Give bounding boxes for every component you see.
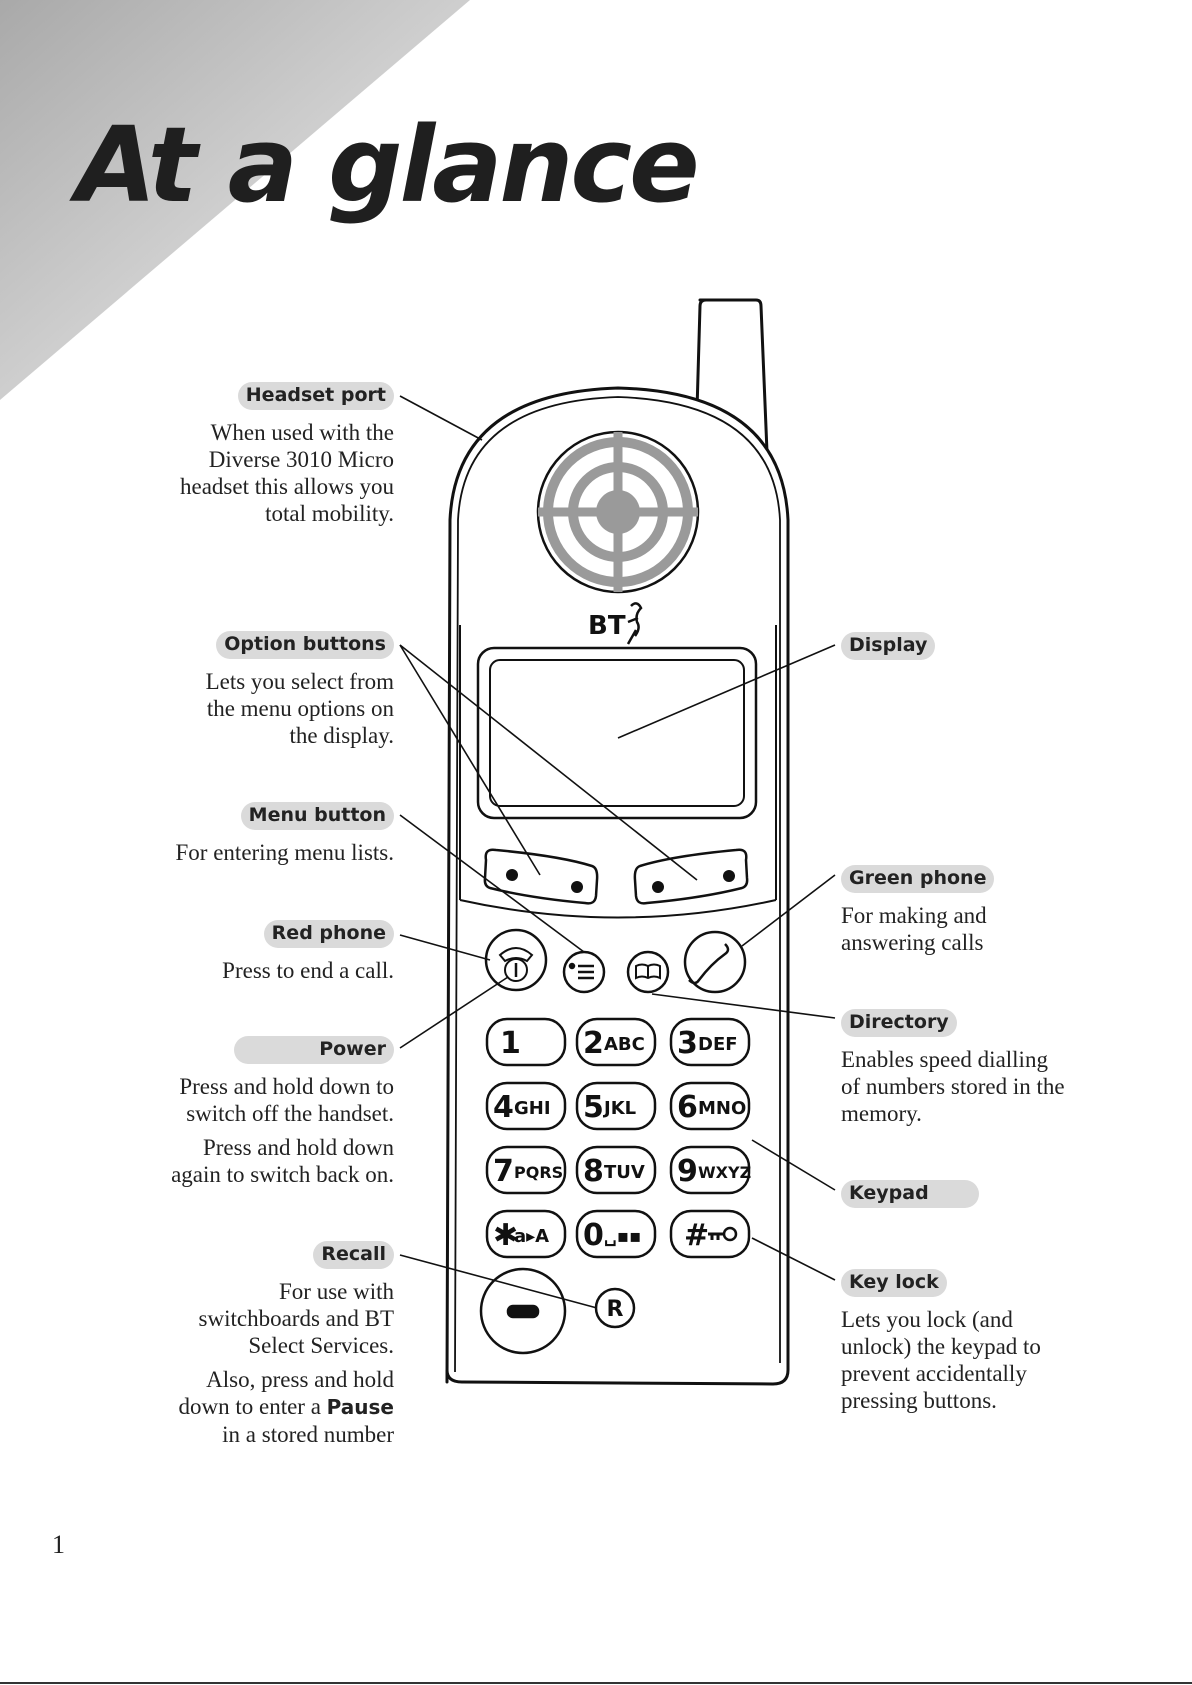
desc-green-phone: For making and answering calls	[841, 903, 987, 955]
keypad-key-2[interactable]	[577, 1019, 655, 1065]
desc-headset-port: When used with the Diverse 3010 Micro headset this allows you total mobility.	[180, 420, 394, 526]
keypad-key-7[interactable]	[487, 1147, 565, 1193]
key-letters: JKL	[604, 1098, 637, 1119]
callout-directory	[841, 1009, 1065, 1127]
pause-term: Pause	[326, 1395, 394, 1419]
red-phone-button	[486, 930, 546, 990]
key-letters: MNO	[698, 1098, 747, 1119]
desc-red-phone: Press to end a call.	[222, 958, 394, 983]
recall-key-label: R	[606, 1297, 624, 1322]
keypad-key-9[interactable]	[671, 1147, 751, 1193]
label-menu-button: Menu button	[241, 802, 394, 830]
hook-button	[481, 1269, 565, 1353]
keypad-key-1[interactable]	[487, 1019, 565, 1065]
directory-button	[628, 952, 668, 992]
keypad-key-10[interactable]	[487, 1211, 565, 1257]
menu-button	[564, 952, 604, 992]
label-green-phone: Green phone	[841, 865, 994, 893]
keypad-key-8[interactable]	[577, 1147, 655, 1193]
key-letters: ␣▪▪	[604, 1226, 642, 1247]
key-letters: GHI	[514, 1098, 551, 1119]
page-bottom-rule	[0, 1682, 1192, 1684]
label-display: Display	[841, 632, 935, 660]
desc-menu-button: For entering menu lists.	[175, 840, 394, 865]
callout-key-lock	[841, 1269, 1041, 1414]
key-digit: 9	[677, 1154, 698, 1189]
key-digit: ✱	[493, 1218, 519, 1253]
key-digit: #	[684, 1218, 710, 1253]
label-red-phone: Red phone	[264, 920, 394, 948]
callout-red-phone	[222, 920, 394, 984]
keypad-key-11[interactable]	[577, 1211, 655, 1257]
key-letters: DEF	[698, 1034, 738, 1055]
desc-recall-2: Also, press and hold down to enter a Pause in a stored number	[178, 1367, 394, 1447]
speaker-grille	[538, 432, 698, 592]
label-directory: Directory	[841, 1009, 957, 1037]
green-phone-button	[685, 932, 745, 992]
callout-menu-button	[176, 802, 394, 866]
key-letters: ABC	[604, 1034, 645, 1055]
callout-option-buttons	[206, 631, 394, 749]
desc-recall: For use with switchboards and BT Select Services.	[198, 1279, 394, 1358]
key-digit: 5	[583, 1090, 604, 1125]
callout-green-phone	[841, 865, 994, 956]
callout-recall	[178, 1241, 394, 1448]
keypad-key-3[interactable]	[671, 1019, 749, 1065]
keypad-key-5[interactable]	[577, 1083, 655, 1129]
callout-headset-port	[180, 382, 394, 527]
label-key-lock: Key lock	[841, 1269, 947, 1297]
key-digit: 7	[493, 1154, 514, 1189]
label-power: Power	[234, 1036, 394, 1064]
label-headset-port: Headset port	[238, 382, 394, 410]
label-recall: Recall	[313, 1241, 394, 1269]
keypad-key-12[interactable]	[671, 1211, 749, 1257]
key-digit: 3	[677, 1026, 698, 1061]
key-letters: TUV	[604, 1162, 645, 1183]
key-digit: 1	[500, 1026, 521, 1061]
key-letters: a▸A	[514, 1226, 550, 1247]
key-digit: 6	[677, 1090, 698, 1125]
keypad-key-4[interactable]	[487, 1083, 565, 1129]
desc-power: Press and hold down to switch off the handset.	[179, 1074, 394, 1126]
key-digit: 2	[583, 1026, 604, 1061]
key-letters: WXYZ	[698, 1163, 752, 1182]
key-letters: PQRS	[514, 1163, 564, 1182]
display-screen	[478, 648, 756, 818]
desc-key-lock: Lets you lock (and unlock) the keypad to prevent accidentally pressing buttons.	[841, 1307, 1041, 1413]
key-digit: 0	[583, 1218, 604, 1253]
label-option-buttons: Option buttons	[216, 631, 394, 659]
desc-directory: Enables speed dialling of numbers stored in the memory.	[841, 1047, 1065, 1126]
callout-power	[171, 1036, 394, 1188]
keypad-key-6[interactable]	[671, 1083, 749, 1129]
callout-keypad	[841, 1180, 979, 1208]
label-keypad: Keypad	[841, 1180, 979, 1208]
page-title: At a glance	[76, 104, 697, 226]
desc-power-2: Press and hold down again to switch back on.	[171, 1135, 394, 1187]
brand-logo: BT	[588, 611, 626, 641]
key-digit: 4	[493, 1090, 514, 1125]
page-number: 1	[52, 1530, 65, 1559]
desc-option-buttons: Lets you select from the menu options on the display.	[205, 669, 394, 748]
key-digit: 8	[583, 1154, 604, 1189]
callout-display	[841, 632, 935, 660]
